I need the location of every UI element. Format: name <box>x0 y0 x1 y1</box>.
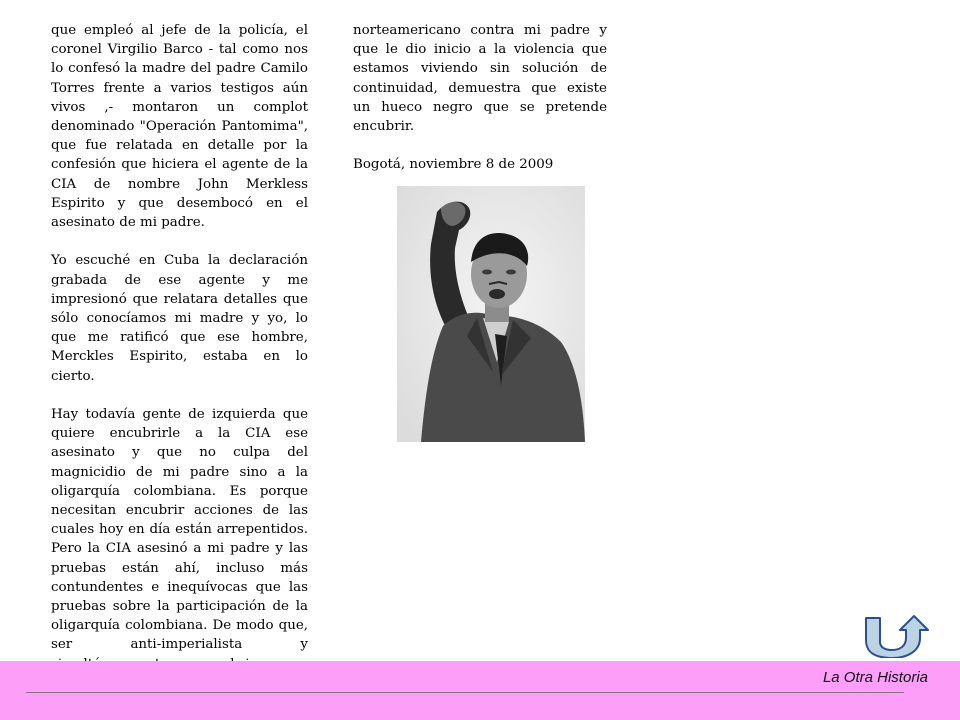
dateline: Bogotá, noviembre 8 de 2009 <box>353 157 554 173</box>
footer-band <box>0 661 960 720</box>
paragraph: que empleó al jefe de la policía, el coronel Virgilio Barco - tal como nos lo confesó la madre del padre Camilo Torres frente a varios testigos aún vivos ,- montaron un complot denominado "Operación Pantomima", que fue relatada en detalle por la confesión que hiciera el agente de la CIA de nombre John Merkless Espirito y que desembocó en el asesinato de mi padre. <box>51 23 308 231</box>
footer-title: La Otra Historia <box>822 669 928 686</box>
orator-raised-fist-image <box>397 186 585 442</box>
text-column-right <box>353 21 607 194</box>
return-nav-button[interactable] <box>862 612 930 658</box>
portrait-photo <box>397 186 585 442</box>
paragraph: Hay todavía gente de izquierda que quiere encubrirle a la CIA ese asesinato y que no culpa del magnicidio de mi padre sino a la oligarquía colombiana. Es porque necesitan encubrir acciones de las cuales hoy en día están arrepentidos. Pero la CIA asesinó a mi padre y las pruebas están ahí, incluso más contundentes e inequívocas que las pruebas sobre la participación de la oligarquía colombiana. De modo que, ser anti-imperialista y <box>51 407 308 653</box>
paragraph: norteamericano contra mi padre y que le dio inicio a la violencia que estamos viviendo sin solución de continuidad, demuestra que existe un hueco negro que se pretende encubrir. <box>353 23 607 135</box>
return-arrow-icon <box>862 612 930 658</box>
text-column-left <box>51 21 308 712</box>
footer-divider <box>26 692 904 693</box>
paragraph: Yo escuché en Cuba la declaración grabada de ese agente y me impresionó que relatara detalles que sólo conocíamos mi madre y yo, lo que me ratificó que ese hombre, Merckles Espirito, estaba en lo cierto. <box>51 253 308 384</box>
